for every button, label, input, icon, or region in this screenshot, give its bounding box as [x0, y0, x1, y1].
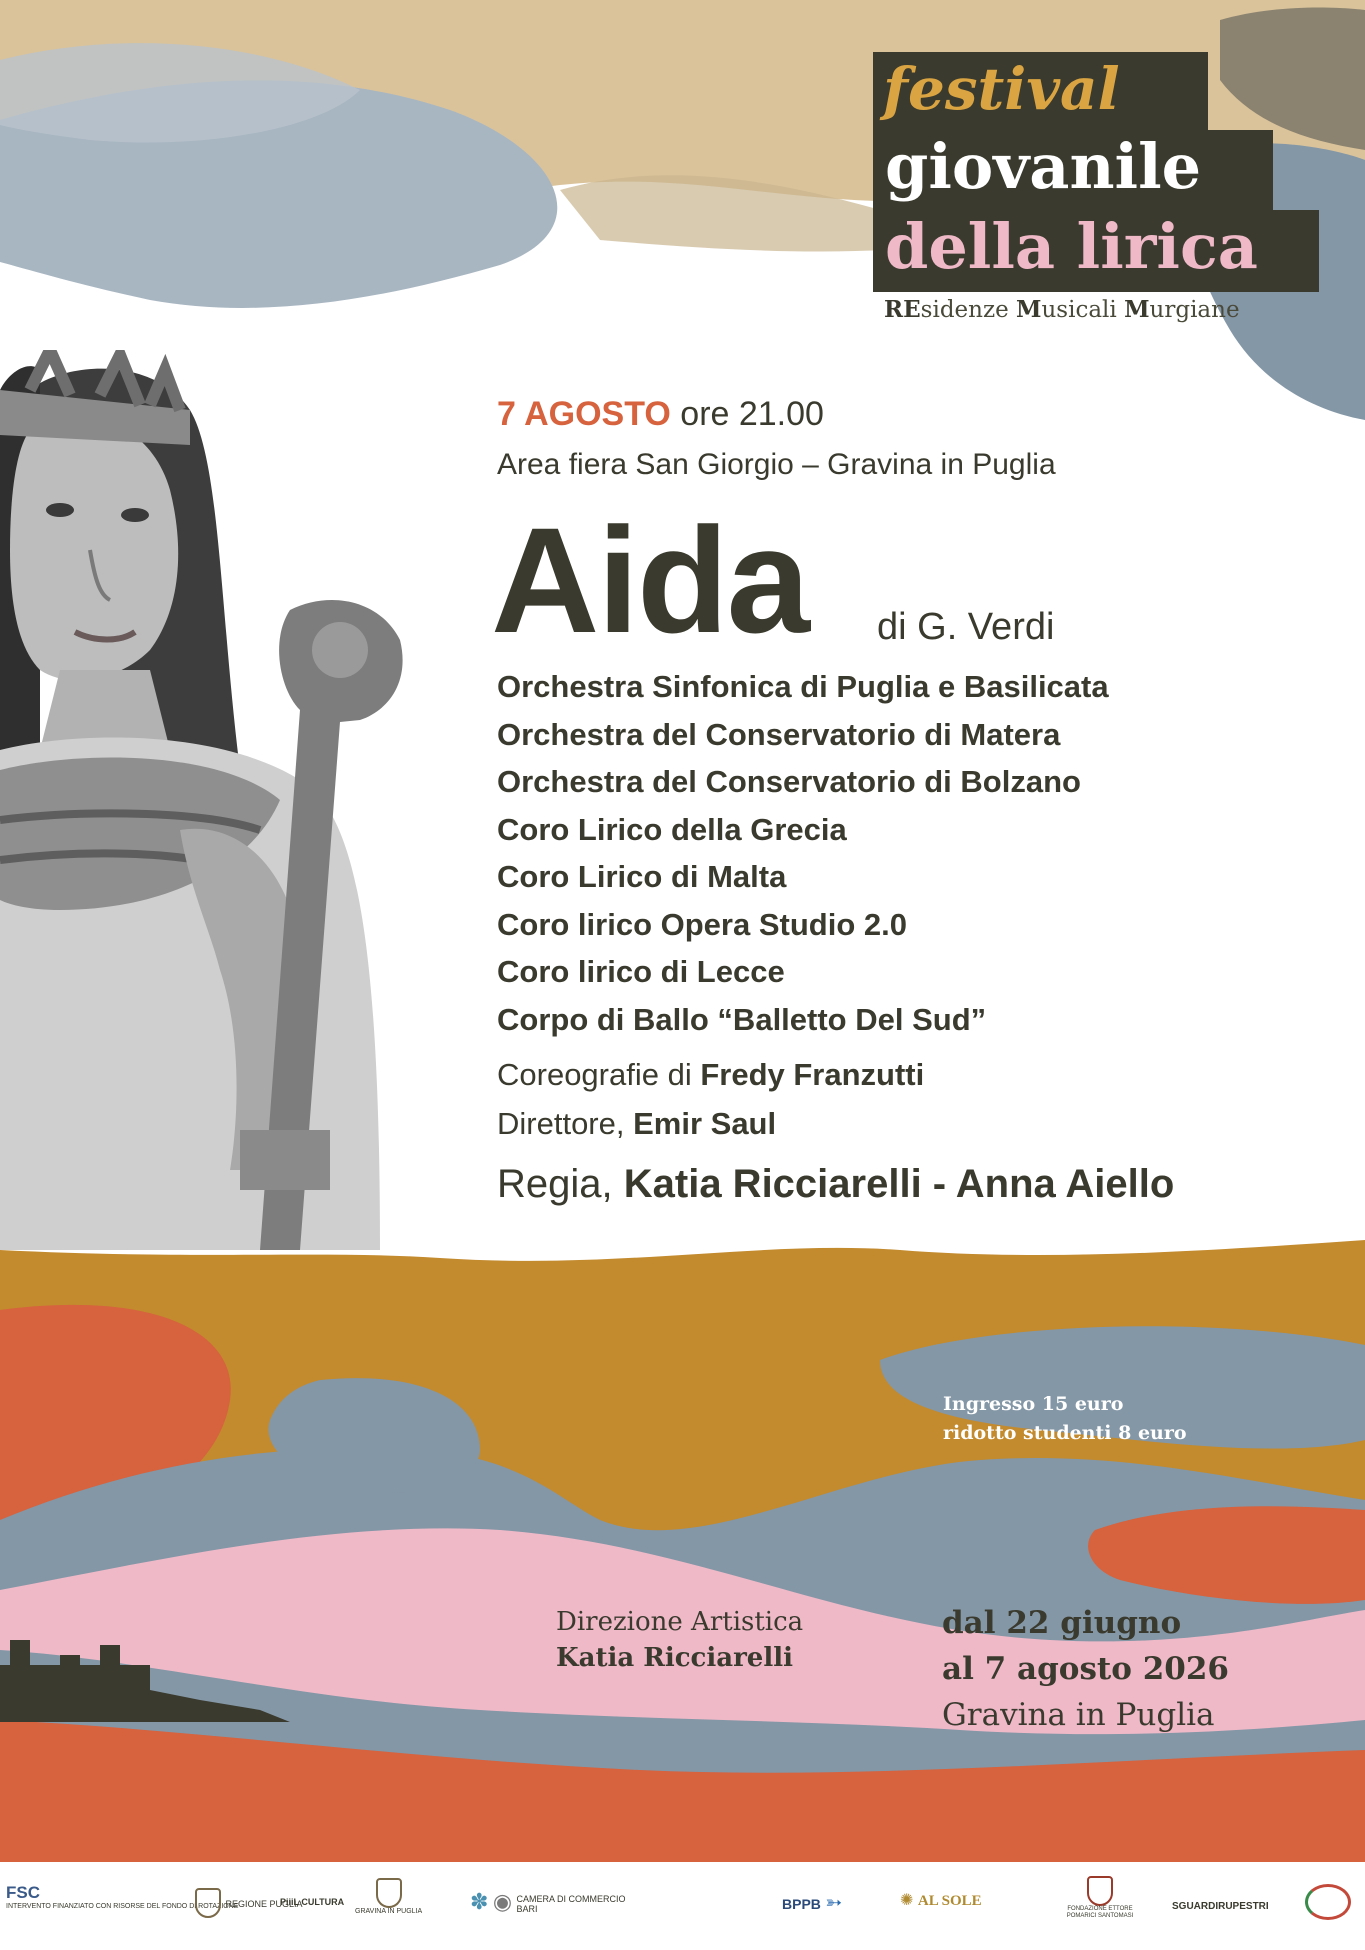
logo-line-giovanile: giovanile — [873, 130, 1273, 210]
performer-item: Corpo di Ballo “Balletto Del Sud” — [497, 1001, 987, 1037]
festival-subtitle: REsidenze Musicali Murgiane — [884, 296, 1240, 323]
sponsor-fsc: FSC INTERVENTO FINANZIATO CON RISORSE DEL FONDO DI ROTAZIONE — [6, 1883, 239, 1910]
performer-item: Coro lirico Opera Studio 2.0 — [497, 906, 907, 942]
logo-line-festival: festival — [873, 52, 1208, 130]
artistic-direction-label: Direzione Artistica — [556, 1607, 804, 1637]
sponsor-gravina: GRAVINA IN PUGLIA — [355, 1878, 422, 1916]
performers-list — [497, 663, 1109, 1043]
staging-credit: Regia, Katia Ricciarelli - Anna Aiello — [497, 1162, 1175, 1206]
ticket-info — [943, 1390, 1187, 1448]
festival-period-end: al 7 agosto 2026 — [942, 1651, 1229, 1687]
sponsor-al-sole: ✺ AL SOLE — [900, 1892, 982, 1909]
sponsor-enit-logo — [1305, 1884, 1351, 1925]
sponsor-piiil: PiiiL CULTURA — [280, 1897, 345, 1907]
fondazione-emblem-icon — [1087, 1876, 1113, 1906]
seal-icon: ◉ — [492, 1889, 513, 1914]
performer-item: Orchestra Sinfonica di Puglia e Basilicata — [497, 669, 1109, 704]
sponsor-regione-puglia: REGIONE PUGLIA — [195, 1888, 302, 1918]
director-credit: Direttore, Emir Saul — [497, 1106, 777, 1141]
performer-item: Coro Lirico di Malta — [497, 859, 787, 894]
ticket-full-price: Ingresso 15 euro — [943, 1393, 1124, 1415]
event-date — [497, 395, 824, 434]
event-day: 7 AGOSTO — [497, 395, 671, 433]
sponsor-sguardi-rupestri: SGUARDIRUPESTRI — [1172, 1901, 1269, 1912]
gravina-emblem-icon — [376, 1878, 402, 1908]
festival-period-location: Gravina in Puglia — [942, 1697, 1215, 1733]
aida-portrait-illustration — [0, 350, 440, 1250]
sun-icon: ✺ — [900, 1892, 914, 1909]
event-time: ore 21.00 — [680, 395, 824, 433]
choreography-credit: Coreografie di Fredy Franzutti — [497, 1057, 925, 1092]
bppb-swirl-icon: ➳ — [825, 1892, 843, 1914]
performer-item: Coro lirico di Lecce — [497, 954, 785, 989]
opera-composer: di G. Verdi — [877, 606, 1055, 648]
event-venue: Area fiera San Giorgio – Gravina in Puglia — [497, 448, 1056, 481]
festival-period — [942, 1600, 1229, 1738]
performer-item: Coro Lirico della Grecia — [497, 811, 847, 847]
logo-line-della-lirica: della lirica — [873, 210, 1319, 292]
performer-item: Orchestra del Conservatorio di Bolzano — [497, 764, 1081, 799]
performer-item: Orchestra del Conservatorio di Matera — [497, 716, 1061, 752]
sponsor-fondazione: FONDAZIONE ETTORE POMARICI SANTOMASI — [1055, 1876, 1145, 1919]
flower-logo-icon: ✽ — [470, 1889, 489, 1914]
festival-period-start: dal 22 giugno — [942, 1605, 1182, 1641]
regione-emblem-icon — [195, 1888, 221, 1918]
sponsor-camera-commercio: ✽ ◉ CAMERA DI COMMERCIO BARI — [470, 1889, 626, 1914]
enit-logo-icon — [1305, 1884, 1351, 1920]
sponsors-footer — [0, 1862, 1365, 1950]
opera-title: Aida — [491, 496, 809, 664]
artistic-direction — [556, 1604, 803, 1676]
ticket-student-price: ridotto studenti 8 euro — [943, 1422, 1187, 1444]
artistic-direction-name: Katia Ricciarelli — [556, 1643, 793, 1673]
sponsor-bppb: BPPB ➳ — [782, 1892, 843, 1914]
